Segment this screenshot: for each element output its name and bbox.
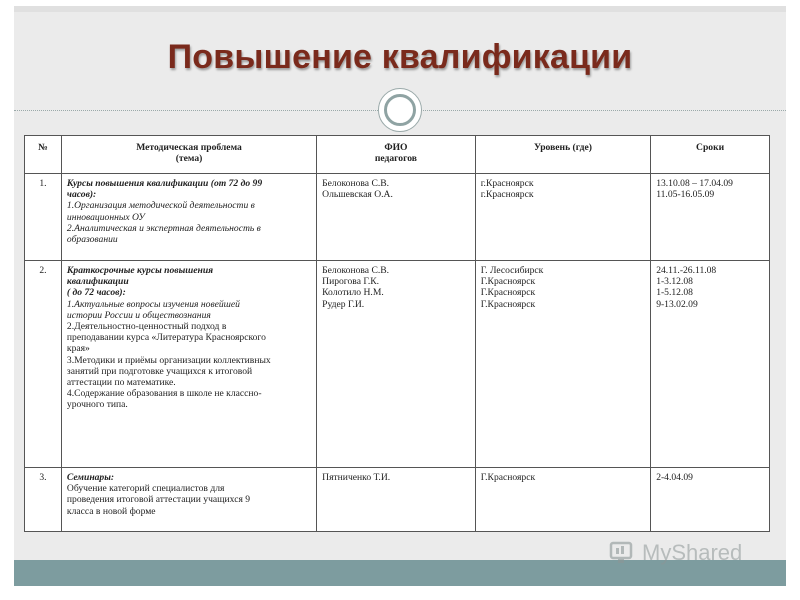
dates-line: 13.10.08 – 17.04.09 <box>656 178 733 189</box>
top-strip <box>14 6 786 12</box>
qualification-table <box>24 135 770 532</box>
row-topic <box>61 174 316 261</box>
fio-line: Ольшевская О.А. <box>322 189 393 201</box>
row-dates <box>651 174 770 261</box>
fio-line: Пирогова Г.К. <box>322 276 380 288</box>
topic-line: 1.Организация методической деятельности в <box>66 200 255 212</box>
topic-line: истории России и обществознания <box>66 309 211 321</box>
fio-line: Белоконова С.В. <box>322 178 390 189</box>
topic-line: образовании <box>66 234 118 246</box>
watermark-logo-icon <box>608 539 636 567</box>
topic-line: инновационных ОУ <box>66 211 145 223</box>
row-topic <box>61 261 316 468</box>
header-num: № <box>25 136 62 174</box>
row-topic <box>61 468 316 532</box>
topic-line: преподавании курса «Литература Красноярского <box>66 332 266 344</box>
divider-circle-inner <box>384 94 416 126</box>
row-level <box>475 468 651 532</box>
topic-line: Курсы повышения квалификации (от 72 до 99 <box>66 178 263 189</box>
row-dates <box>651 261 770 468</box>
topic-line: аттестации по математике. <box>66 377 176 389</box>
level-line: Г.Красноярск <box>480 287 536 299</box>
topic-line: проведения итоговой аттестации учащихся 9 <box>66 494 251 506</box>
topic-line: ( до 72 часов): <box>66 287 126 299</box>
row-level <box>475 174 651 261</box>
row-fio <box>317 468 476 532</box>
row-dates <box>651 468 770 532</box>
header-fio <box>317 136 476 174</box>
level-line: Г.Красноярск <box>480 472 536 483</box>
fio-line: Пятниченко Т.И. <box>322 472 391 483</box>
topic-line: края» <box>66 343 90 355</box>
table-row <box>25 174 770 261</box>
topic-line: Семинары: <box>66 472 115 483</box>
slide-title: Повышение квалификации <box>167 38 633 76</box>
table-header-row <box>25 136 770 174</box>
topic-line: 2.Деятельностно-ценностный подход в <box>66 321 227 333</box>
level-line: Г. Лесосибирск <box>480 265 544 276</box>
divider-circle-ornament <box>378 88 422 132</box>
dates-line: 9-13.02.09 <box>656 298 698 310</box>
row-num: 2. <box>25 261 62 468</box>
topic-line: Краткосрочные курсы повышения <box>66 265 214 276</box>
header-topic-line1: Методическая проблема <box>136 142 242 153</box>
header-topic-line2: (тема) <box>175 153 203 165</box>
row-fio <box>317 174 476 261</box>
topic-line: занятий при подготовке учащихся к итоговой <box>66 365 253 377</box>
topic-line: 1.Актуальные вопросы изучения новейшей <box>66 298 240 310</box>
dates-line: 24.11.-26.11.08 <box>656 265 717 276</box>
level-line: Г.Красноярск <box>480 298 536 310</box>
fio-line: Белоконова С.В. <box>322 265 390 276</box>
row-level <box>475 261 651 468</box>
header-fio-line2: педагогов <box>374 153 417 165</box>
topic-line: 3.Методики и приёмы организации коллективных <box>66 354 271 366</box>
fio-line: Колотило Н.М. <box>322 287 384 299</box>
watermark <box>608 536 742 570</box>
level-line: г.Красноярск <box>480 189 534 201</box>
table-row <box>25 468 770 532</box>
level-line: г.Красноярск <box>480 178 534 189</box>
topic-line: часов): <box>66 189 97 201</box>
header-fio-line1: ФИО <box>384 142 408 153</box>
watermark-text: MyShared <box>642 540 743 565</box>
topic-line: Обучение категорий специалистов для <box>66 483 225 495</box>
row-fio <box>317 261 476 468</box>
topic-line: урочного типа. <box>66 399 128 411</box>
dates-line: 1-5.12.08 <box>656 287 693 299</box>
row-num: 1. <box>25 174 62 261</box>
dates-line: 2-4.04.09 <box>656 472 693 483</box>
topic-line: класса в новой форме <box>66 505 156 517</box>
header-level: Уровень (где) <box>475 136 651 174</box>
level-line: Г.Красноярск <box>480 276 536 288</box>
header-topic <box>61 136 316 174</box>
row-num: 3. <box>25 468 62 532</box>
topic-line: квалификации <box>66 276 129 288</box>
table-row <box>25 261 770 468</box>
fio-line: Рудер Г.И. <box>322 298 365 310</box>
dates-line: 1-3.12.08 <box>656 276 693 288</box>
header-dates: Сроки <box>651 136 770 174</box>
dates-line: 11.05-16.05.09 <box>656 189 715 201</box>
topic-line: 2.Аналитическая и экспертная деятельность в <box>66 222 261 234</box>
topic-line: 4.Содержание образования в школе не классно- <box>66 388 262 400</box>
